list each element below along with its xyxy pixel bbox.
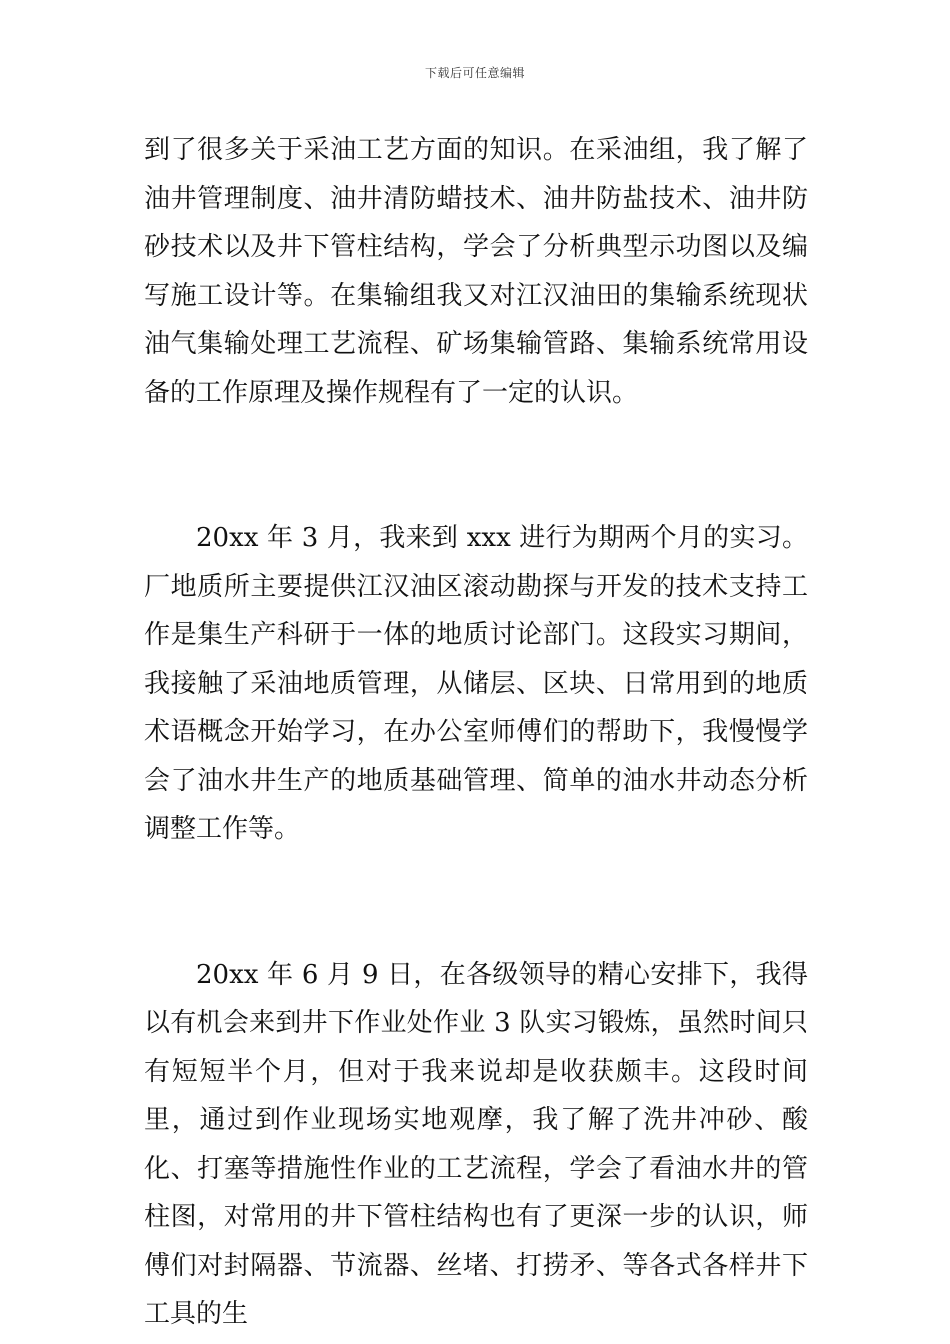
document-body — [144, 126, 808, 1339]
paragraph-2: 20xx 年 3 月，我来到 xxx 进行为期两个月的实习。厂地质所主要提供江汉油区滚动勘探与开发的技术支持工作是集生产科研于一体的地质讨论部门。这段实习期间，我接触了采油地质管理，从储层、区块、日常用到的地质术语概念开始学习，在办公室师傅们的帮助下，我慢慢学会了油水井生产的地质基础管理、简单的油水井动态分析调整工作等。 — [144, 523, 808, 844]
paragraph-3: 20xx 年 6 月 9 日，在各级领导的精心安排下，我得以有机会来到井下作业处作业 3 队实习锻炼，虽然时间只有短短半个月，但对于我来说却是收获颇丰。这段时间里，通过到作业现场实地观摩，我了解了洗井冲砂、酸化、打塞等措施性作业的工艺流程，学会了看油水井的管柱图，对常用的井下管柱结构也有了更深一步的认识，师傅们对封隔器、节流器、丝堵、打捞矛、等各式各样井下工具的生 — [144, 959, 808, 1329]
paragraph-1: 到了很多关于采油工艺方面的知识。在采油组，我了解了油井管理制度、油井清防蜡技术、油井防盐技术、油井防砂技术以及井下管柱结构，学会了分析典型示功图以及编写施工设计等。在集输组我又对江汉油田的集输系统现状油气集输处理工艺流程、矿场集输管路、集输系统常用设备的工作原理及操作规程有了一定的认识。 — [144, 135, 808, 408]
paragraph-spacer — [144, 854, 808, 951]
page-header: 下载后可任意编辑 — [424, 66, 525, 80]
paragraph-spacer — [144, 417, 808, 514]
